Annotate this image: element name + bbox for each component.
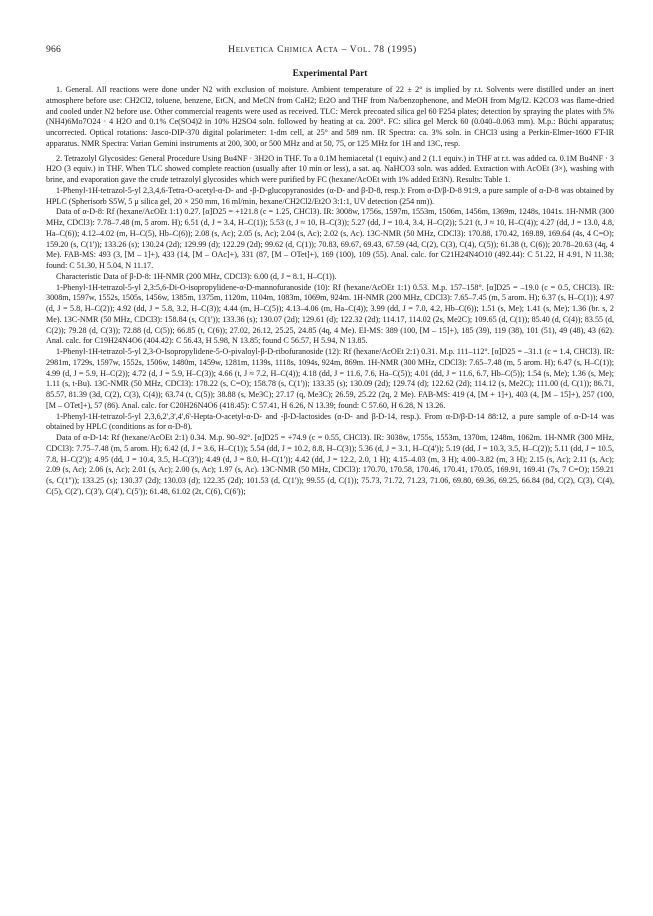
paragraph-general: 1. General. All reactions were done under N2 with exclusion of moisture. Ambient temperature of 22 ± 2° is implied by r.t. Solvents were distilled under an inert atmosphere before use: CH2Cl2, toluene, benzene, EtCN, and MeCN from CaH2; Et2O and THF from Na/benzophenone, and MeOH from Mg/I2. K2CO3 was flame-dried and cooled under N2 before use. Other commercial reagents were used as received. TLC: Merck precoated silica gel 60 F254 plates; detection by spraying the plates with 5% (NH4)6Mo7O24 · 4 H2O and 0.1% Ce(SO4)2 in 10% H2SO4 soln. followed by heating at ca. 200°. FC: silica gel Merck 60 (0.040–0.063 mm). M.p.: Büchi apparatus; uncorrected. Optical rotations: Jasco-DIP-370 digital polarimeter: 1-dm cell, at 25° and 589 nm. IR Spectra: ca. 3% soln. in CHCl3 using a Perkin-Elmer-1600 FT-IR apparatus. NMR Spectra: Varian Gemini instruments at 200, 300, or 500 MHz and at 50, 75, or 125 MHz for 1H and 13C, resp.	[46, 85, 614, 148]
paragraph-compound-beta-8-data: Characteristic Data of β-D-8: 1H-NMR (200 MHz, CDCl3): 6.00 (d, J = 8.1, H–C(1)).	[56, 271, 337, 281]
page	[46, 44, 614, 498]
paragraph-compound-12: 1-Phenyl-1H-tetrazol-5-yl 2,3-O-Isopropylidene-5-O-pivaloyl-β-D-ribofuranoside (12): Rf (hexane/AcOEt 2:1) 0.31. M.p. 111–112°. [α]D25 = –31.1 (c = 1.4, CHCl3). IR: 2981m, 1729s, 1597w, 1552s, 1506w, 1480m, 1459w, 1281m, 1139s, 1118s, 1094s, 924m, 869m. 1H-NMR (300 MHz, CDCl3): 7.65–7.48 (m, 5 arom. H); 6.47 (s, H–C(1)); 4.99 (d, J = 5.9, H–C(2)); 4.72 (d, J = 5.9, H–C(3)); 4.66 (t, J ≈ 7.2, H–C(4)); 4.18 (dd, J = 11.6, 7.6, Ha–C(5)); 4.01 (dd, J = 11.6, 6.7, Hb–C(5)); 1.54 (s, Me); 1.36 (s, Me); 1.11 (s, t-Bu). 13C-NMR (50 MHz, CDCl3): 178.22 (s, C=O); 158.78 (s, C(1')); 133.35 (s); 130.09 (2d); 129.74 (d); 122.62 (2d); 114.12 (s, Me2C); 111.00 (d, C(1)); 86.71, 85.57, 81.39 (3d, C(2), C(3), C(4)); 63.74 (t, C(5)); 38.88 (s, Me3C); 27.17 (q, Me3C); 26.59, 25.22 (2q, 2 Me). FAB-MS: 419 (4, [M + 1]+), 403 (4, [M – 15]+), 257 (100, [M – OTet]+), 57 (86). Anal. calc. for C20H26N4O6 (418.45): C 57.41, H 6.26, N 13.39; found: C 57.60, H 6.28, N 13.26.	[46, 347, 614, 410]
section-title: Experimental Part	[292, 69, 368, 79]
paragraph-general-procedure: 2. Tetrazolyl Glycosides: General Procedure Using Bu4NF · 3H2O in THF. To a 0.1M hemiacetal (1 equiv.) and 2 (1.1 equiv.) in THF at r.t. was added ca. 0.1M Bu4NF · 3 H2O (3 equiv.) in THF. When TLC showed complete reaction (usually after 10 min or less), a sat. aq. NaHCO3 soln. was added. Extraction with AcOEt (3×), washing with brine, and evaporation gave the crude tetrazolyl glycosides which were purified by FC (hexane/AcOEt with 1% added Et3N). Results: Table 1.	[46, 153, 614, 184]
paragraph-compound-alpha-8-data: Data of α-D-8: Rf (hexane/AcOEt 1:1) 0.27. [α]D25 = +121.8 (c = 1.25, CHCl3). IR: 3008w, 1756s, 1597m, 1553m, 1506m, 1456m, 1369m, 1248s, 1041s. 1H-NMR (300 MHz, CDCl3): 7.78–7.48 (m, 5 arom. H); 6.51 (d, J = 3.4, H–C(1)); 5.53 (t, J ≈ 10, H–C(3)); 5.27 (dd, J = 10.4, 3.4, H–C(2)); 5.21 (t, J ≈ 10, H–C(4)); 4.27 (dd, J = 13.0, 4.8, Ha–C(6)); 4.12–4.02 (m, H–C(5), Hb–C(6)); 2.08 (s, Ac); 2.05 (s, Ac); 2.04 (s, Ac); 2.02 (s, Ac). 13C-NMR (50 MHz, CDCl3): 170.88, 170.42, 169.89, 169.64 (4s, 4 C=O); 159.20 (s, C(1')); 133.26 (s); 130.24 (2d); 129.99 (d); 122.29 (2d); 99.62 (d, C(1)); 70.83, 69.67, 69.43, 67.59 (4d, C(2), C(3), C(4), C(5)); 61.38 (t, C(6)); 20.78–20.63 (4q, 4 Me). FAB-MS: 493 (3, [M – 1]+), 433 (14, [M – OAc]+), 331 (87, [M – OTet]+), 169 (100), 109 (55). Anal. calc. for C21H24N4O10 (492.44): C 51.22, H 4.91, N 11.38; found: C 51.30, H 5.04, N 11.17.	[46, 207, 614, 270]
running-header	[46, 44, 614, 55]
journal-title: Helvetica Chimica Acta – Vol. 78 (1995)	[228, 44, 417, 55]
page-number: 966	[46, 44, 61, 55]
paragraph-compound-10: 1-Phenyl-1H-tetrazol-5-yl 2,3:5,6-Di-O-isopropylidene-α-D-mannofuranoside (10): Rf (hexane/AcOEt 1:1) 0.53. M.p. 157–158°. [α]D25 = –19.0 (c = 0.5, CHCl3). IR: 3008m, 1597w, 1552s, 1505s, 1456w, 1385m, 1375m, 1120m, 1104m, 1083m, 1069m, 924m. 1H-NMR (200 MHz, CDCl3): 7.65–7.45 (m, 5 arom. H); 6.37 (s, H–C(1)); 4.97 (d, J = 5.8, H–C(2)); 4.92 (dd, J = 5.8, 3.2, H–C(3)); 4.44 (m, H–C(5)); 4.13–4.06 (m, Ha–C(4)); 3.99 (dd, J = 7.0, 4.2, Hb–C(6)); 1.51 (s, Me); 1.41 (s, Me); 1.36 (br. s, 2 Me). 13C-NMR (50 MHz, CDCl3): 158.84 (s, C(1')); 133.36 (s); 130.07 (2d); 129.61 (d); 122.32 (2d); 114.17, 114.02 (2s, Me2C); 109.65 (d, C(1)); 85.40 (d, C(4)); 83.55 (d, C(2)); 79.28 (d, C(3)); 72.88 (d, C(5)); 66.85 (t, C(6)); 27.02, 26.12, 25.25, 24.85 (4q, 4 Me). EI-MS: 389 (100, [M – 15]+), 185 (39), 119 (38), 101 (51), 49 (48), 43 (62). Anal. calc. for C19H24N4O6 (404.42): C 56.43, H 5.98, N 13.85; found C 56.57, H 5.94, N 13.85.	[46, 282, 614, 346]
paragraph-compound-alpha-14-data: Data of α-D-14: Rf (hexane/AcOEt 2:1) 0.34. M.p. 90–92°. [α]D25 = +74.9 (c = 0.55, CHCl3). IR: 3038w, 1755s, 1553m, 1370m, 1248m, 1062m. 1H-NMR (300 MHz, CDCl3): 7.75–7.48 (m, 5 arom. H); 6.42 (d, J = 3.6, H–C(1)); 5.54 (dd, J = 10.2, 8.8, H–C(3)); 5.36 (d, J = 3.1, H–C(4')); 5.19 (dd, J = 10.3, 3.5, H–C(2)); 5.11 (dd, J = 10.5, 7.8, H–C(2')); 4.95 (dd, J = 10.4, 3.5, H–C(3')); 4.49 (d, J = 8.0, H–C(1')); 4.42 (dd, J = 12.2, 2.0, 1 H); 4.15–4.03 (m, 3 H); 4.00–3.82 (m, 3 H); 2.15 (s, Ac); 2.11 (s, Ac); 2.09 (s, Ac); 2.06 (s, Ac); 2.01 (s, Ac); 2.00 (s, Ac); 1.97 (s, Ac). 13C-NMR (50 MHz, CDCl3): 170.70, 170.58, 170.46, 170.41, 170.05, 169.91, 169.41 (7s, 7 C=O); 159.21 (s, C(1'')); 133.25 (s); 130.37 (2d); 130.03 (d); 122.35 (2d); 101.53 (d, C(1')); 99.55 (d, C(1)); 75.73, 71.72, 71.23, 71.06, 69.80, 69.36, 69.25, 66.84 (8d, C(2), C(3), C(4), C(5), C(2'), C(3'), C(4'), C(5')); 61.48, 61.02 (2t, C(6), C(6'));	[46, 433, 614, 496]
paragraph-compound-8-intro: 1-Phenyl-1H-tetrazol-5-yl 2,3,4,6-Tetra-O-acetyl-α-D- and -β-D-glucopyranosides (α-D- and β-D-8, resp.): From α-D/β-D-8 91:9, a pure sample of α-D-8 was obtained by HPLC (Spherisorb S5W, 5 μ silica gel, 20 × 250 mm, 16 ml/min, hexane/CH2Cl2/Et2O 3:1:1, UV detection (254 nm)).	[46, 185, 614, 206]
paragraph-compound-14-intro: 1-Phenyl-1H-tetrazol-5-yl 2,3,6,2',3',4',6'-Hepta-O-acetyl-α-D- and -β-D-lactosides (α-D- and β-D-14, resp.). From α-D/β-D-14 88:12, a pure sample of α-D-14 was obtained by HPLC (conditions as for α-D-8).	[46, 411, 614, 432]
